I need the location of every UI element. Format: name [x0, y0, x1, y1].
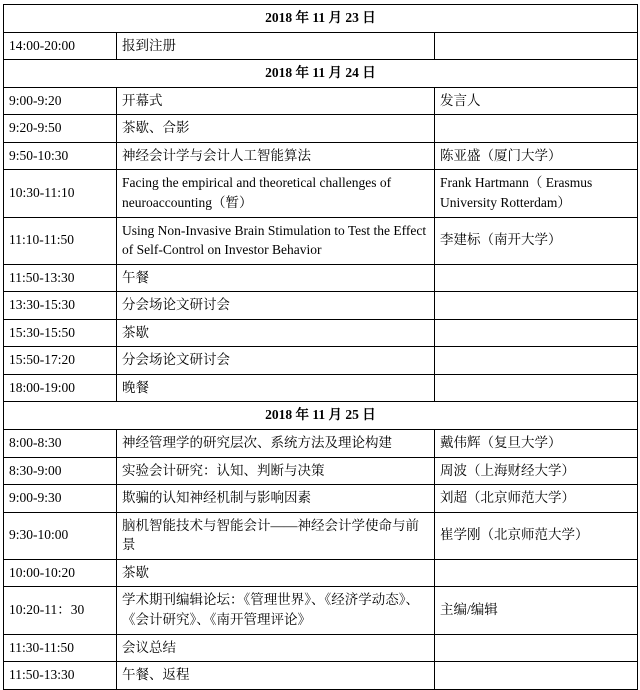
row-topic: 分会场论文研讨会 [117, 292, 435, 320]
table-row [4, 347, 638, 375]
row-speaker [435, 264, 638, 292]
row-time: 11:10-11:50 [4, 217, 117, 264]
row-speaker: 戴伟辉（复旦大学） [435, 430, 638, 458]
row-time: 11:50-13:30 [4, 662, 117, 690]
row-time: 13:30-15:30 [4, 292, 117, 320]
table-row [4, 115, 638, 143]
row-speaker [435, 115, 638, 143]
row-speaker [435, 347, 638, 375]
row-speaker: 崔学刚（北京师范大学） [435, 512, 638, 559]
row-time: 11:50-13:30 [4, 264, 117, 292]
table-row [4, 87, 638, 115]
table-row [4, 319, 638, 347]
day-date-label: 2018 年 11 月 23 日 [4, 5, 638, 33]
table-row [4, 662, 638, 690]
row-topic: 茶歇 [117, 559, 435, 587]
row-topic: 欺骗的认知神经机制与影响因素 [117, 485, 435, 513]
row-time: 10:20-11：30 [4, 587, 117, 634]
row-topic: 实验会计研究：认知、判断与决策 [117, 457, 435, 485]
table-row [4, 264, 638, 292]
row-speaker: Frank Hartmann（ Erasmus University Rotterdam） [435, 170, 638, 217]
row-time: 15:30-15:50 [4, 319, 117, 347]
row-topic: 脑机智能技术与智能会计——神经会计学使命与前景 [117, 512, 435, 559]
day-date-label: 2018 年 11 月 25 日 [4, 402, 638, 430]
row-time: 9:00-9:20 [4, 87, 117, 115]
row-topic: Facing the empirical and theoretical challenges of neuroaccounting（暂） [117, 170, 435, 217]
row-speaker: 陈亚盛（厦门大学） [435, 142, 638, 170]
row-topic: 茶歇 [117, 319, 435, 347]
row-topic: Using Non-Invasive Brain Stimulation to Test the Effect of Self-Control on Investor Behavior [117, 217, 435, 264]
row-speaker: 李建标（南开大学） [435, 217, 638, 264]
row-time: 9:50-10:30 [4, 142, 117, 170]
row-time: 10:00-10:20 [4, 559, 117, 587]
schedule-body [4, 5, 638, 690]
row-topic: 神经管理学的研究层次、系统方法及理论构建 [117, 430, 435, 458]
row-speaker [435, 634, 638, 662]
row-topic: 茶歇、合影 [117, 115, 435, 143]
row-speaker [435, 374, 638, 402]
table-row [4, 430, 638, 458]
row-time: 8:00-8:30 [4, 430, 117, 458]
day-header-row [4, 402, 638, 430]
table-row [4, 217, 638, 264]
row-speaker: 周波（上海财经大学） [435, 457, 638, 485]
row-speaker [435, 292, 638, 320]
table-row [4, 559, 638, 587]
table-row [4, 170, 638, 217]
row-topic: 会议总结 [117, 634, 435, 662]
table-row [4, 292, 638, 320]
table-row [4, 485, 638, 513]
row-time: 14:00-20:00 [4, 32, 117, 60]
day-header-row [4, 60, 638, 88]
table-row [4, 142, 638, 170]
table-row [4, 634, 638, 662]
row-time: 15:50-17:20 [4, 347, 117, 375]
row-speaker: 发言人 [435, 87, 638, 115]
row-speaker: 主编/编辑 [435, 587, 638, 634]
row-time: 11:30-11:50 [4, 634, 117, 662]
row-speaker [435, 662, 638, 690]
table-row [4, 512, 638, 559]
row-speaker [435, 319, 638, 347]
table-row [4, 374, 638, 402]
row-time: 10:30-11:10 [4, 170, 117, 217]
row-time: 18:00-19:00 [4, 374, 117, 402]
row-topic: 学术期刊编辑论坛：《管理世界》、《经济学动态》、《会计研究》、《南开管理评论》 [117, 587, 435, 634]
row-speaker: 刘超（北京师范大学） [435, 485, 638, 513]
row-topic: 神经会计学与会计人工智能算法 [117, 142, 435, 170]
row-topic: 开幕式 [117, 87, 435, 115]
table-row [4, 587, 638, 634]
row-time: 9:30-10:00 [4, 512, 117, 559]
row-topic: 午餐、返程 [117, 662, 435, 690]
row-time: 9:20-9:50 [4, 115, 117, 143]
row-topic: 报到注册 [117, 32, 435, 60]
row-topic: 午餐 [117, 264, 435, 292]
row-topic: 晚餐 [117, 374, 435, 402]
row-time: 9:00-9:30 [4, 485, 117, 513]
table-row [4, 32, 638, 60]
table-row [4, 457, 638, 485]
schedule-table [3, 4, 638, 690]
day-header-row [4, 5, 638, 33]
row-time: 8:30-9:00 [4, 457, 117, 485]
row-speaker [435, 559, 638, 587]
day-date-label: 2018 年 11 月 24 日 [4, 60, 638, 88]
row-speaker [435, 32, 638, 60]
row-topic: 分会场论文研讨会 [117, 347, 435, 375]
